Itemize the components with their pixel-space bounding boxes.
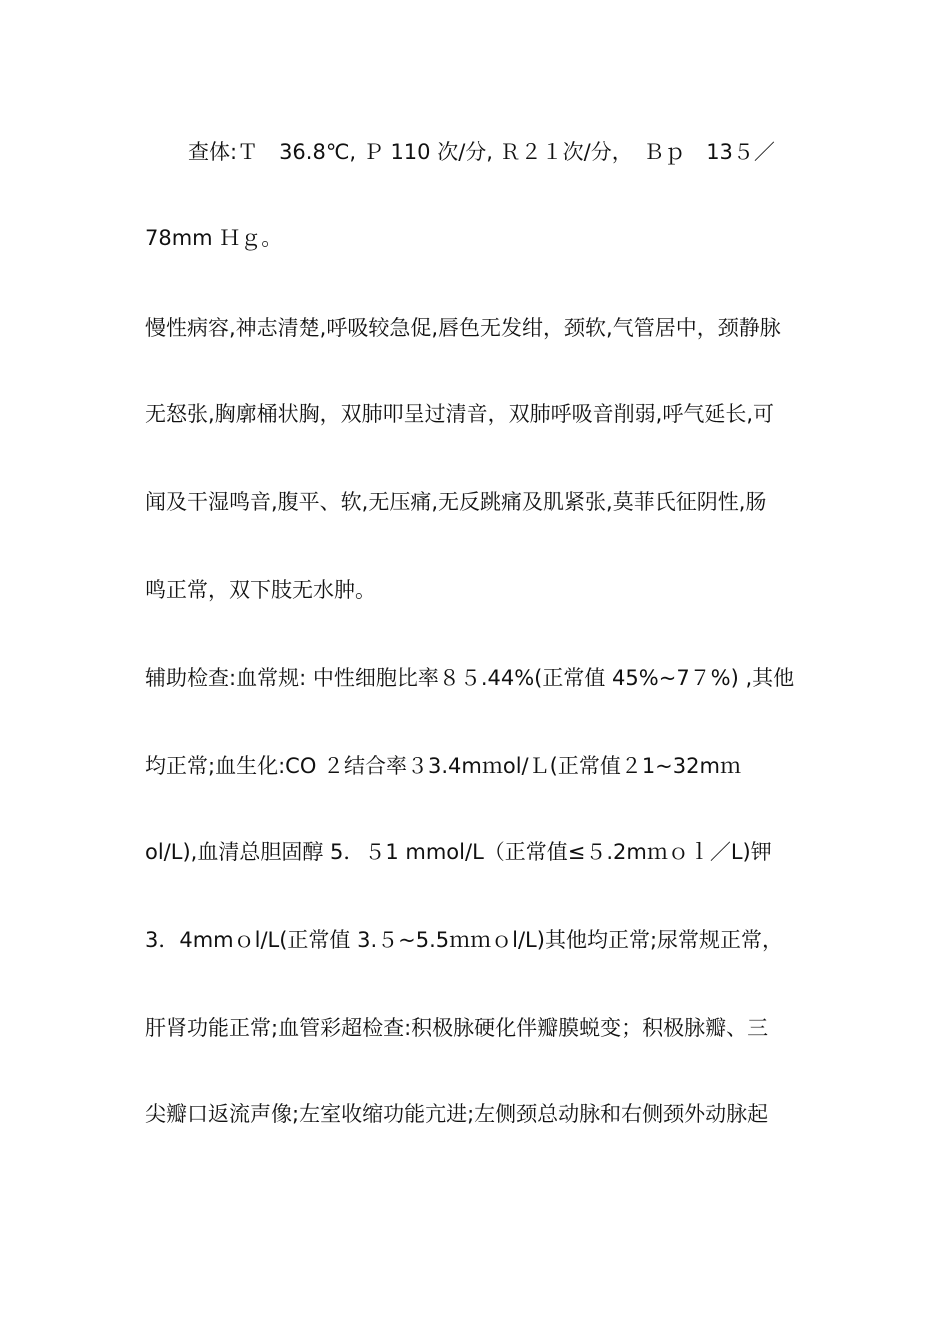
text-line: 鸣正常，双下肢无水肿。: [145, 578, 376, 602]
text-line: 辅助检查:血常规: 中性细胞比率８５.44%(正常值 45%~7７%) ,其他: [145, 666, 795, 690]
text-line: 尖瓣口返流声像;左室收缩功能亢进;左侧颈总动脉和右侧颈外动脉起: [145, 1102, 769, 1126]
text-line: 均正常;血生化:CO ２结合率３3.4mｍol/Ｌ(正常值２1~32mｍ: [145, 754, 741, 778]
text-line: 查体:Ｔ 36.8℃, Ｐ 110 次/分, Ｒ２１次/分， Ｂｐ 13５／: [188, 140, 775, 164]
text-line: 慢性病容,神志清楚,呼吸较急促,唇色无发绀，颈软,气管居中，颈静脉: [145, 316, 781, 340]
text-line: ol/L),血清总胆固醇 5．５1 mmol/L（正常值≤５.2mｍｏｌ／L)钾: [145, 840, 772, 864]
text-line: 闻及干湿鸣音,腹平、软,无压痛,无反跳痛及肌紧张,莫菲氏征阴性,肠: [145, 490, 767, 514]
text-line: 肝肾功能正常;血管彩超检查:积极脉硬化伴瓣膜蜕变；积极脉瓣、三: [145, 1016, 769, 1040]
text-line: 3．4mmｏl/L(正常值 3.５~5.5ｍｍｏl/L)其他均正常;尿常规正常，: [145, 928, 784, 952]
text-line: 无怒张,胸廓桶状胸，双肺叩呈过清音，双肺呼吸音削弱,呼气延长,可: [145, 402, 775, 426]
text-line: 78mm Ｈｇ。: [145, 226, 283, 250]
